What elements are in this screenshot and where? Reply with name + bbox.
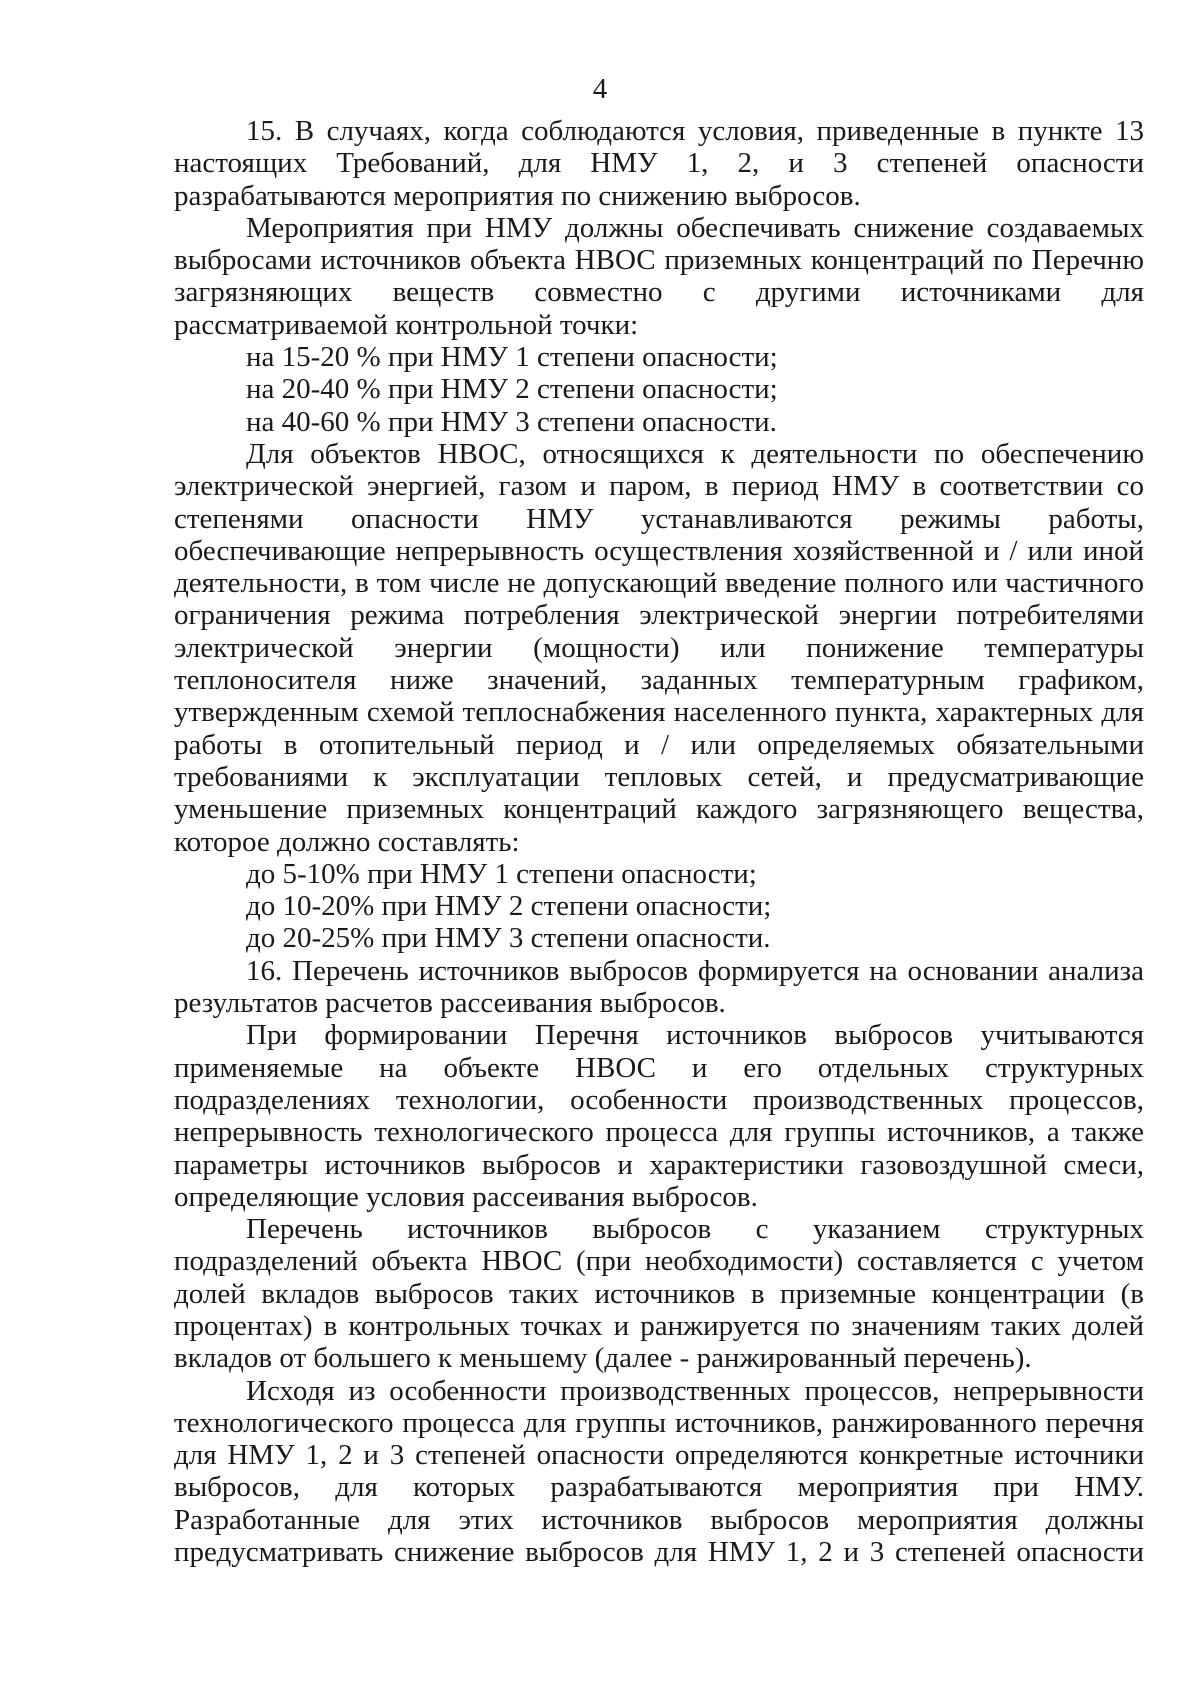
document-body <box>174 115 1144 1568</box>
paragraph-ranked-list: Перечень источников выбросов с указанием структурных подразделений объекта НВОС (при необходимости) составляется с учетом долей вкладов выбросов таких источников в приземные концентрации (в процентах) в контрольных точках и ранжируется по значениям таких долей вкладов от большего к меньшему (далее - ранжированный перечень). <box>174 1213 1144 1375</box>
paragraph-list-considerations: При формировании Перечня источников выбросов учитываются применяемые на объекте НВОС и его отдельных структурных подразделениях технологии, особенности производственных процессов, непрерывность технологического процесса для группы источников, а также параметры источников выбросов и характеристики газовоздушной смеси, определяющие условия рассеивания выбросов. <box>174 1019 1144 1213</box>
paragraph-energy-objects: Для объектов НВОС, относящихся к деятельности по обеспечению электрической энергией, газом и паром, в период НМУ в соответствии со степенями опасности НМУ устанавливаются режимы работы, обеспечивающие непрерывность осуществления хозяйственной и / или иной деятельности, в том числе не допускающий введение полного или частичного ограничения режима потребления электрической энергии потребителями электрической энергии (мощности) или понижение температуры теплоносителя ниже значений, заданных температурным графиком, утвержденным схемой теплоснабжения населенного пункта, характерных для работы в отопительный период и / или определяемых обязательными требованиями к эксплуатации тепловых сетей, и предусматривающие уменьшение приземных концентраций каждого загрязняющего вещества, которое должно составлять: <box>174 437 1144 858</box>
list-item-energy-level-3: до 20-25% при НМУ 3 степени опасности. <box>246 922 771 955</box>
page-number: 4 <box>592 73 608 105</box>
list-item-energy-level-2: до 10-20% при НМУ 2 степени опасности; <box>246 890 772 923</box>
paragraph-15-intro: 15. В случаях, когда соблюдаются условия, приведенные в пункте 13 настоящих Требований, для НМУ 1, 2, и 3 степеней опасности разрабатываются мероприятия по снижению выбросов. <box>174 115 1144 212</box>
list-item-level-3: на 40-60 % при НМУ 3 степени опасности. <box>246 405 777 438</box>
list-item-level-1: на 15-20 % при НМУ 1 степени опасности; <box>246 341 778 374</box>
paragraph-specific-sources: Исходя из особенности производственных процессов, непрерывности технологического процесса для группы источников, ранжированного перечня для НМУ 1, 2 и 3 степеней опасности определяются конкретные источники выбросов, для которых разрабатываются мероприятия при НМУ. Разработанные для этих источников выбросов мероприятия должны предусматривать снижение выбросов для НМУ 1, 2 и 3 степеней опасности <box>174 1374 1144 1569</box>
list-item-level-2: на 20-40 % при НМУ 2 степени опасности; <box>246 373 778 406</box>
list-item-energy-level-1: до 5-10% при НМУ 1 степени опасности; <box>246 857 757 890</box>
paragraph-measures-reduction: Мероприятия при НМУ должны обеспечивать снижение создаваемых выбросами источников объекта НВОС приземных концентраций по Перечню загрязняющих веществ совместно с другими источниками для рассматриваемой контрольной точки: <box>174 211 1144 341</box>
paragraph-16-list-formation: 16. Перечень источников выбросов формируется на основании анализа результатов расчетов рассеивания выбросов. <box>174 954 1144 1020</box>
